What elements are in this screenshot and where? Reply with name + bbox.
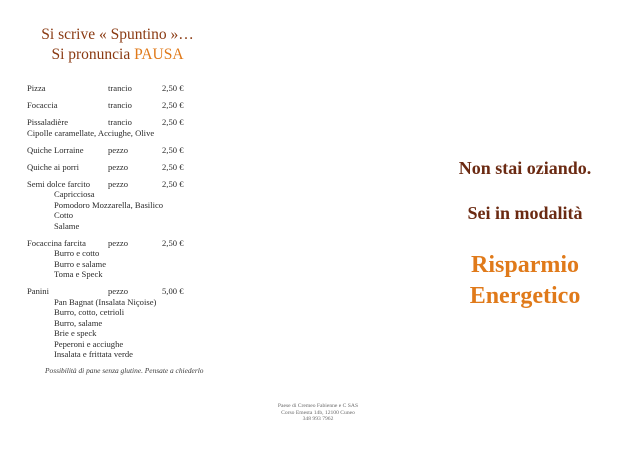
item-price: 2,50 € bbox=[162, 83, 184, 93]
idle-message: Non stai oziando. bbox=[458, 158, 592, 178]
energy-saving-line2: Energetico bbox=[469, 283, 581, 309]
item-detail: Pan Bagnat (Insalata Niçoise) bbox=[54, 296, 157, 307]
item-unit: pezzo bbox=[108, 178, 129, 189]
menu-item-quiche-porri bbox=[27, 162, 197, 173]
business-footer bbox=[248, 403, 388, 423]
footer-address: Corso Emesta 14b, 12100 Cuneo bbox=[281, 409, 355, 416]
item-unit: pezzo bbox=[108, 161, 129, 172]
menu-item-quiche-lorraine bbox=[27, 145, 197, 156]
item-description: Cipolle caramellate, Acciughe, Olive bbox=[27, 127, 155, 138]
item-detail: Burro e cotto bbox=[54, 248, 100, 258]
menu-item-focaccina bbox=[27, 238, 197, 280]
gluten-free-note: Possibilità di pane senza glutine. Pensate a chiederlo bbox=[45, 366, 204, 375]
menu-item-pissaladiere bbox=[27, 117, 197, 138]
item-unit: trancio bbox=[108, 100, 132, 110]
item-detail: Cotto bbox=[54, 210, 74, 220]
item-price: 2,50 € bbox=[162, 100, 184, 110]
item-price: 2,50 € bbox=[162, 117, 184, 127]
power-saving-panel bbox=[420, 0, 630, 452]
tagline-accent: PAUSA bbox=[134, 46, 184, 63]
item-name: Pissaladière bbox=[27, 117, 69, 127]
tagline-prefix: Si pronuncia bbox=[51, 46, 135, 63]
item-name: Focaccina farcita bbox=[27, 237, 86, 248]
item-unit: pezzo bbox=[108, 144, 129, 155]
mode-message: Sei in modalità bbox=[467, 203, 583, 223]
item-name: Focaccia bbox=[27, 100, 58, 110]
menu-item-pizza bbox=[27, 83, 197, 94]
item-detail: Burro, salame bbox=[54, 317, 103, 328]
item-detail: Pomodoro Mozzarella, Basilico bbox=[54, 199, 164, 210]
item-price: 2,50 € bbox=[162, 237, 184, 248]
menu-item-panini bbox=[27, 286, 197, 360]
tagline-line2 bbox=[30, 45, 205, 65]
item-detail: Insalata e frittata verde bbox=[54, 349, 133, 359]
item-unit: trancio bbox=[108, 117, 132, 127]
item-detail: Burro, cotto, cetrioli bbox=[54, 307, 125, 317]
item-unit: pezzo bbox=[108, 286, 129, 296]
menu-item-focaccia bbox=[27, 100, 197, 111]
item-detail: Capricciosa bbox=[54, 189, 95, 199]
menu-item-semi-dolce bbox=[27, 179, 197, 232]
item-name: Quiche ai porri bbox=[27, 161, 80, 172]
tagline bbox=[30, 25, 205, 65]
item-name: Semi dolce farcito bbox=[27, 178, 90, 189]
item-unit: pezzo bbox=[108, 237, 129, 248]
menu-list bbox=[27, 83, 197, 360]
item-detail: Brie e speck bbox=[54, 328, 97, 338]
footer-phone: 348 993 7962 bbox=[302, 416, 334, 423]
item-name: Panini bbox=[27, 286, 49, 296]
footer-company: Paese di Cremeo Fabienne e C SAS bbox=[277, 403, 359, 409]
item-detail: Salame bbox=[54, 220, 80, 231]
item-price: 2,50 € bbox=[162, 161, 184, 172]
item-price: 2,50 € bbox=[162, 144, 184, 155]
energy-saving-line1: Risparmio bbox=[471, 252, 579, 278]
item-name: Pizza bbox=[27, 83, 46, 93]
item-unit: trancio bbox=[108, 83, 132, 93]
tagline-line1: Si scrive « Spuntino »… bbox=[41, 26, 194, 43]
item-name: Quiche Lorraine bbox=[27, 144, 84, 155]
energy-saving-title bbox=[420, 250, 630, 312]
item-price: 5,00 € bbox=[162, 286, 184, 296]
item-detail: Toma e Speck bbox=[54, 269, 103, 279]
item-detail: Burro e salame bbox=[54, 258, 107, 269]
item-price: 2,50 € bbox=[162, 178, 184, 189]
item-detail: Peperoni e acciughe bbox=[54, 338, 124, 349]
